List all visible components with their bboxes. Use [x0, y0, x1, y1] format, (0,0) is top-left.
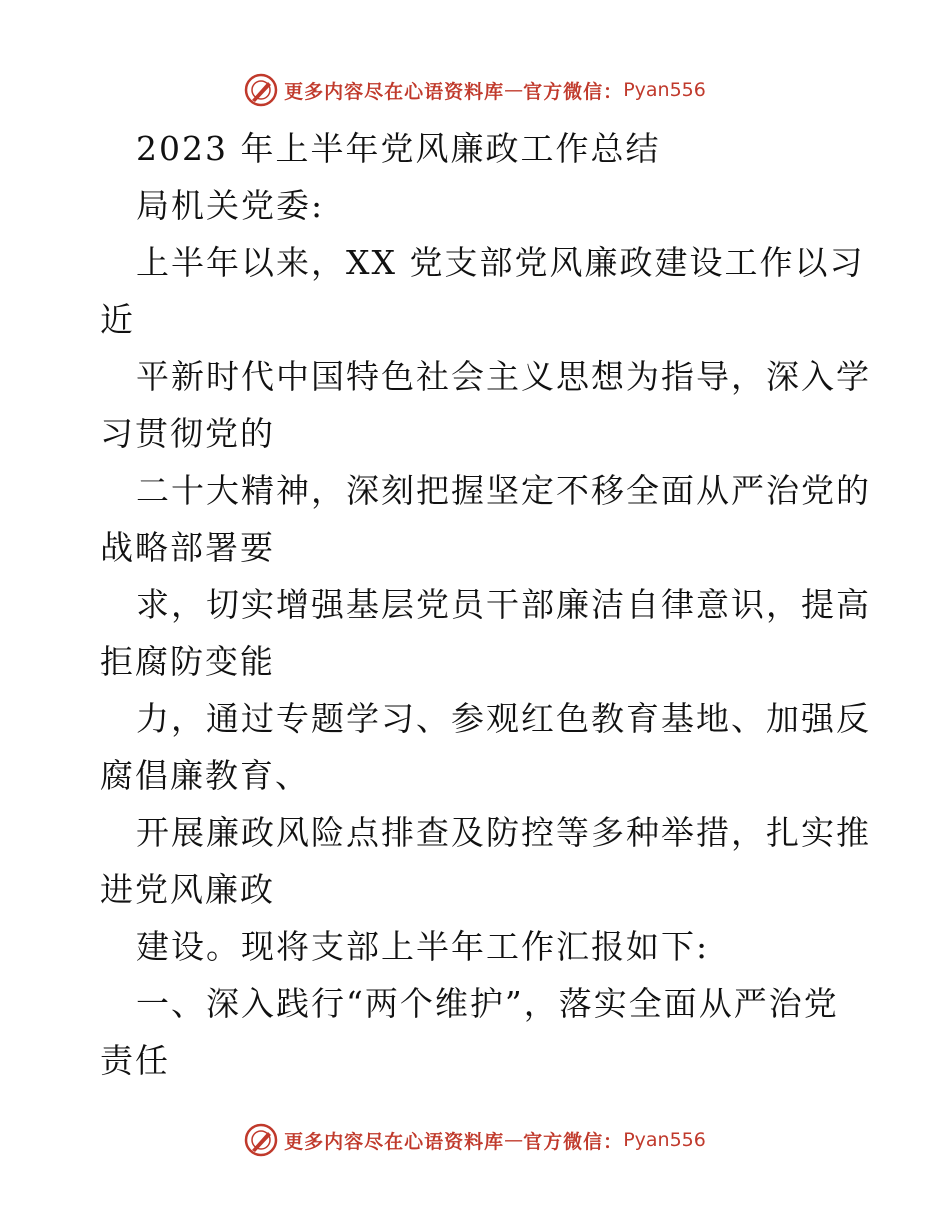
body-line: 战略部署要: [100, 528, 275, 567]
pen-seal-logo-icon: [244, 73, 278, 107]
section-heading-continuation: 责任: [100, 1041, 170, 1080]
header-watermark: [0, 70, 950, 110]
watermark-separator: —: [504, 79, 524, 101]
watermark-brand-text: 更多内容尽在心语资料库: [284, 1130, 505, 1153]
body-line: 求，切实增强基层党员干部廉洁自律意识，提高: [136, 585, 871, 624]
watermark-wechat-label: 官方微信：: [523, 80, 624, 103]
body-line: 习贯彻党的: [100, 414, 275, 453]
body-line: 开展廉政风险点排查及防控等多种举措，扎实推: [136, 813, 871, 852]
body-line: 上半年以来，XX 党支部党风廉政建设工作以习: [136, 243, 865, 282]
footer-watermark: [0, 1120, 950, 1160]
body-line: 二十大精神，深刻把握坚定不移全面从严治党的: [136, 471, 871, 510]
body-line: 建设。现将支部上半年工作汇报如下:: [136, 927, 710, 966]
watermark-wechat-label: 官方微信：: [523, 1130, 624, 1153]
body-line: 力，通过专题学习、参观红色教育基地、加强反: [136, 699, 871, 738]
body-line: 近: [100, 300, 135, 339]
watermark-brand-text: 更多内容尽在心语资料库: [284, 80, 505, 103]
body-line: 腐倡廉教育、: [100, 756, 310, 795]
document-recipient: 局机关党委:: [136, 186, 325, 225]
watermark-wechat-id: Pyan556: [623, 79, 706, 101]
section-heading: 一、深入践行“两个维护”，落实全面从严治党: [136, 984, 839, 1023]
document-title: 2023 年上半年党风廉政工作总结: [136, 129, 661, 168]
body-line: 平新时代中国特色社会主义思想为指导，深入学: [136, 357, 871, 396]
watermark-separator: —: [504, 1129, 524, 1151]
watermark-wechat-id: Pyan556: [623, 1129, 706, 1151]
pen-seal-logo-icon: [244, 1123, 278, 1157]
body-line: 拒腐防变能: [100, 642, 275, 681]
document-body: [100, 120, 871, 1089]
body-line: 进党风廉政: [100, 870, 275, 909]
